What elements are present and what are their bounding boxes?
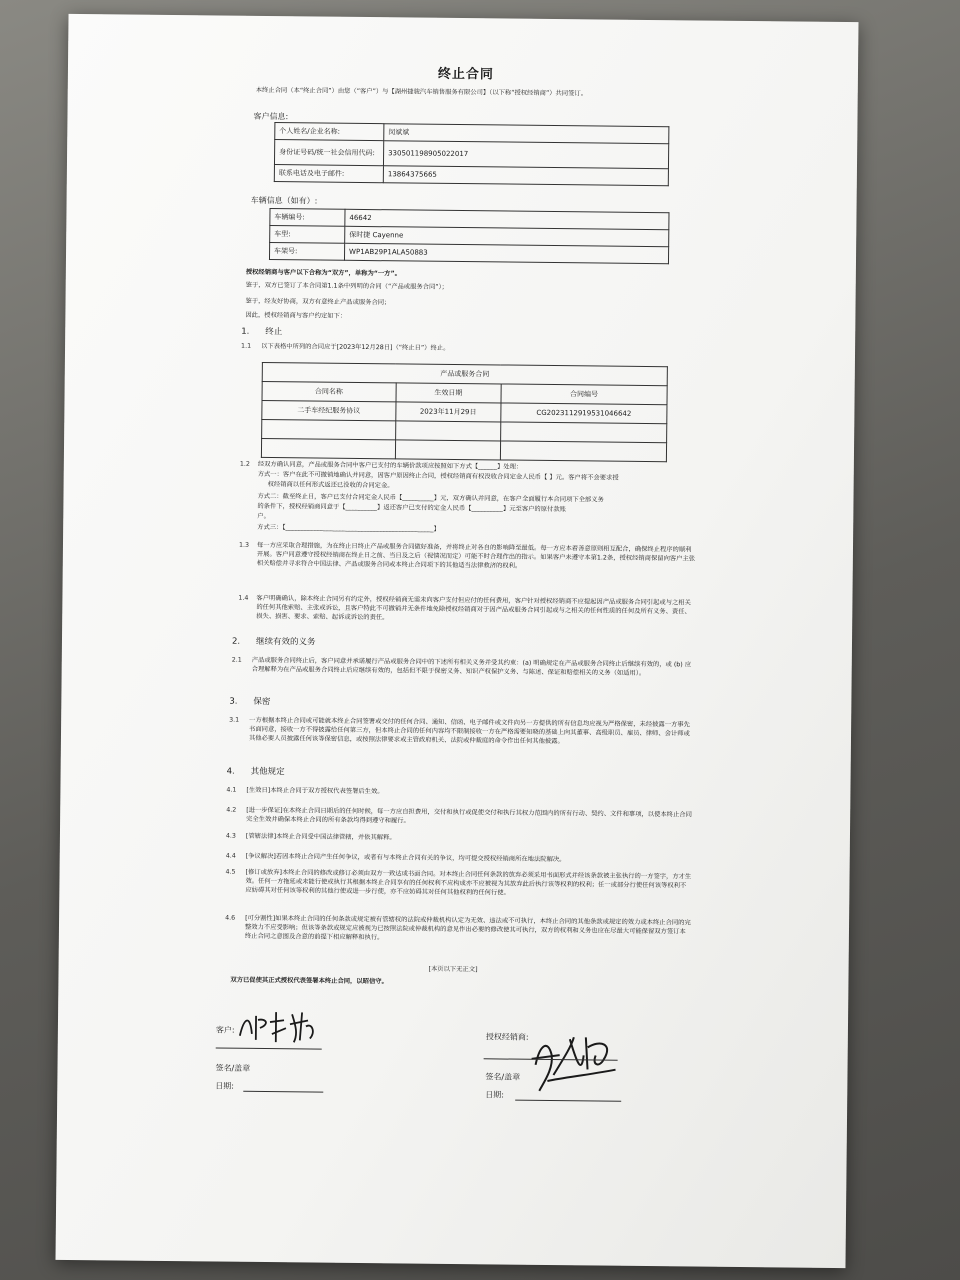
clause-number: 4.1 bbox=[226, 786, 237, 794]
clause-4-4: [争议解决]若因本终止合同产生任何争议，或者有与本终止合同有关的争议，均可提交授权经销商所在地法院解决。 bbox=[245, 852, 566, 864]
recital-whereas-2: 鉴于，经友好协商，双方有意终止产品或服务合同； bbox=[245, 297, 391, 307]
contract-number-cell: CG2023112919531046642 bbox=[501, 403, 667, 424]
clause-1-1: 以下表格中所列的合同应于[2023年12月28日]（“终止日”）终止。 bbox=[261, 342, 450, 352]
clause-4-3: [管辖法律]本终止合同受中国法律管辖，并依其解释。 bbox=[245, 832, 396, 842]
section-2-title: 继续有效的义务 bbox=[255, 636, 316, 648]
clause-4-6: [可分割性]如果本终止合同的任何条款或规定被有管辖权的法院或仲裁机构认定为无效、违法或不可执行，本终止合同的其他条款或规定的效力或本终止合同的完整效力不应受影响；但该等条款或规定应被视为已按照法院或仲裁机构的意见作出必要的修改使其可执行，双方的权利和义务也应在尽最大可能保留双方签订本终止合同之意图及合意的前提下相应解释和执行。 bbox=[244, 914, 691, 942]
clause-number: 4.4 bbox=[225, 852, 236, 860]
customer-date-label: 日期: bbox=[215, 1081, 235, 1091]
table-row bbox=[274, 165, 668, 186]
dealer-date-label: 日期: bbox=[485, 1090, 504, 1100]
intro-text: 本终止合同（本“终止合同”）由您（“客户”）与【湖州捷骏汽车销售服务有限公司】（以下称“授权经销商”）共同签订。 bbox=[255, 86, 588, 98]
clause-1-3: 每一方应采取合理措施，为在终止日终止产品或服务合同做好准备，并将终止对各自的影响降至最低。每一方应本着善意原则相互配合，确保终止程序的顺利开展。客户同意遵守授权经销商在终止日之前、当日及之后（视情况而定）可能不时合理作出的指示。如果客户未遵守本第1.2条，授权经销商保留向客户主张相关赔偿并寻求符合中国法律、产品或服务合同或本终止合同项下的其他适当法律救济的权利。 bbox=[256, 541, 696, 571]
section-1-title: 终止 bbox=[265, 326, 283, 338]
clause-number: 4.2 bbox=[226, 806, 237, 814]
contract-table bbox=[261, 362, 668, 462]
vehicle-info-table bbox=[269, 208, 670, 264]
clause-1-2-line: 权经销商以任何形式返还已没收的合同定金。 bbox=[267, 481, 394, 490]
table-cell-label: 个人姓名/企业名称: bbox=[275, 123, 384, 141]
customer-phone-value: 13864375665 bbox=[383, 166, 668, 186]
effective-date-cell: 2023年11月29日 bbox=[395, 402, 500, 422]
empty-cell bbox=[501, 422, 667, 443]
document-title: 终止合同 bbox=[437, 66, 495, 83]
document-page bbox=[55, 14, 858, 1268]
vehicle-model-value: 保时捷 Cayenne bbox=[345, 226, 669, 246]
customer-id-value: 330501198905022017 bbox=[383, 141, 668, 169]
section-4-title: 其他规定 bbox=[250, 766, 285, 778]
clause-1-2-line: 方式三：【_______________________________________________】 bbox=[257, 523, 440, 533]
table-cell-label: 联系电话及电子邮件: bbox=[274, 165, 383, 183]
empty-cell bbox=[262, 419, 396, 439]
clause-number: 4.5 bbox=[225, 868, 236, 876]
empty-cell bbox=[395, 440, 500, 460]
clause-2-1: 产品或服务合同终止后，客户同意并承诺履行产品或服务合同中的下述所有相关义务并受其约束：(a) 明确规定在产品或服务合同终止后继续有效的，或 (b) 应合理解释为在产品或服务合同终止后应继续有效的，包括但不限于保密义务、知识产权保护义务、与陈述、保证和赔偿相关的义务（如适用）。 bbox=[251, 656, 692, 678]
section-3-title: 保密 bbox=[253, 696, 271, 708]
clause-1-2-line: 经双方确认同意，产品或服务合同中客户已支付的车辆价款项应按照如下方式【______】处理： bbox=[257, 460, 523, 471]
clause-4-1: [生效日]本终止合同于双方授权代表签署后生效。 bbox=[246, 786, 384, 796]
column-header: 合同编号 bbox=[501, 384, 667, 405]
clause-4-5: [修订或放弃]本终止合同的修改或修订必须由双方一致达成书面合同。对本终止合同任何条款的放弃必须采用书面形式并经该条款被主张执行的一方签字，方才生效。任何一方拖延或未能行使或执行其根据本终止合同享有的任何权利不应构成亦不应被视为其放弃此后执行该等权利的权利；任一或部分行使任何该等权利不应妨碍其对任何该等权利的其他行使或进一步行使，亦不应妨碍其对任何其他权利的任何行使。 bbox=[245, 868, 692, 897]
section-3-number: 3. bbox=[229, 696, 238, 707]
clause-4-2: [进一步保证]在本终止合同日期后的任何时候，每一方应自担费用，交付和执行或促使交付和执行其权力范围内的所有行动、契约、文件和事项，以使本终止合同完全生效并确保本终止合同的所有条款均得到遵守和履行。 bbox=[246, 806, 692, 825]
customer-date-line bbox=[243, 1091, 323, 1093]
clause-number: 4.3 bbox=[225, 832, 236, 840]
clause-number: 1.4 bbox=[238, 594, 249, 602]
recital-therefore: 因此，授权经销商与客户约定如下： bbox=[245, 311, 347, 320]
empty-cell bbox=[395, 421, 500, 441]
customer-section-heading: 客户信息: bbox=[253, 111, 289, 122]
clause-number: 2.1 bbox=[231, 656, 242, 664]
dealer-sign-stamp-label: 签名/盖章 bbox=[485, 1072, 521, 1082]
column-header: 合同名称 bbox=[262, 381, 396, 401]
contract-name-cell: 二手车经纪服务协议 bbox=[262, 400, 396, 420]
vehicle-vin-value: WP1AB29P1ALA50883 bbox=[344, 243, 668, 263]
section-4-number: 4. bbox=[226, 766, 235, 777]
section-1-number: 1. bbox=[241, 326, 250, 337]
table-cell-label: 车架号: bbox=[269, 243, 344, 261]
empty-cell bbox=[261, 438, 395, 458]
clause-1-2-line: 户。 bbox=[257, 512, 270, 521]
customer-signature bbox=[236, 1006, 326, 1047]
table-cell-label: 身份证号码/统一社会信用代码: bbox=[274, 140, 383, 166]
table-row bbox=[261, 438, 666, 461]
section-2-number: 2. bbox=[231, 636, 241, 647]
customer-signature-line bbox=[216, 1047, 322, 1049]
clause-1-2-line: 的条件下，授权经销商同意于【__________】返还客户已支付的定金人民币【__________】元至客户的原付款账 bbox=[257, 502, 566, 514]
recital-whereas-1: 鉴于，双方已签订了本合同第1.1条中列明的合同（“产品或服务合同”）； bbox=[245, 281, 449, 291]
dealer-signature-label: 授权经销商: bbox=[485, 1032, 529, 1042]
customer-sign-stamp-label: 签名/盖章 bbox=[215, 1063, 251, 1073]
contract-table-caption: 产品或服务合同 bbox=[262, 362, 667, 385]
table-row bbox=[269, 243, 668, 264]
empty-cell bbox=[500, 441, 666, 462]
vehicle-section-heading: 车辆信息（如有）: bbox=[250, 195, 318, 206]
dealer-date-line bbox=[515, 1100, 621, 1102]
closing-statement: 双方已促使其正式授权代表签署本终止合同，以昭信守。 bbox=[230, 976, 388, 986]
vehicle-number-value: 46642 bbox=[345, 209, 669, 229]
customer-info-table bbox=[274, 122, 670, 186]
recital-parties: 授权经销商与客户以下合称为“双方”，单称为“一方”。 bbox=[245, 268, 401, 278]
clause-number: 1.1 bbox=[241, 342, 252, 350]
clause-1-4: 客户明确确认，除本终止合同另有约定外，授权经销商无需未向客户支付但应付的任何费用，客户针对授权经销商不应提起因产品或服务合同引起或与之相关的任何其他索赔、主张或诉讼，且客户特此不可撤销并无条件地免除授权经销商对于因产品或服务合同引起或与之相关的任何性质的任何及所有义务、责任、损失、损害、要求、索赔、起诉或诉讼的责任。 bbox=[256, 594, 691, 622]
customer-name-value: 闵斌斌 bbox=[384, 124, 669, 144]
end-of-text-note: [本页以下无正文] bbox=[428, 965, 478, 974]
table-cell-label: 车辆编号: bbox=[270, 209, 345, 227]
customer-signature-label: 客户: bbox=[215, 1025, 235, 1035]
clause-1-2-line: 方式二：截至终止日，客户已支付合同定金人民币【__________】元，双方确认并同意，在客户全面履行本合同项下全部义务 bbox=[257, 492, 604, 504]
clause-number: 3.1 bbox=[229, 716, 240, 724]
column-header: 生效日期 bbox=[396, 383, 501, 403]
table-cell-label: 车型: bbox=[270, 226, 345, 244]
clause-3-1: 一方根据本终止合同或可能就本终止合同签署或交付的任何合同、通知、信函、电子邮件或文件向另一方提供的所有信息均应视为严格保密，未经披露一方事先书面同意，接收一方不得披露给任何第三方，但本终止合同的任何内容均不限制接收一方在严格需要知晓的基础上向其董事、高级职员、雇员、律师、会计师或其他必要人员披露任何该等保密信息，或按照法律要求或主管政府机关、法院或仲裁庭的命令作出任何其他披露。 bbox=[248, 716, 690, 746]
clause-number: 1.2 bbox=[239, 460, 250, 468]
clause-number: 1.3 bbox=[238, 541, 250, 549]
clause-number: 4.6 bbox=[225, 914, 236, 922]
clause-1-2-line: 方式一：客户在此不可撤销地确认并同意，因客户原因终止合同，授权经销商有权没收合同定金人民币【 】元。客户将不会要求授 bbox=[257, 470, 619, 482]
